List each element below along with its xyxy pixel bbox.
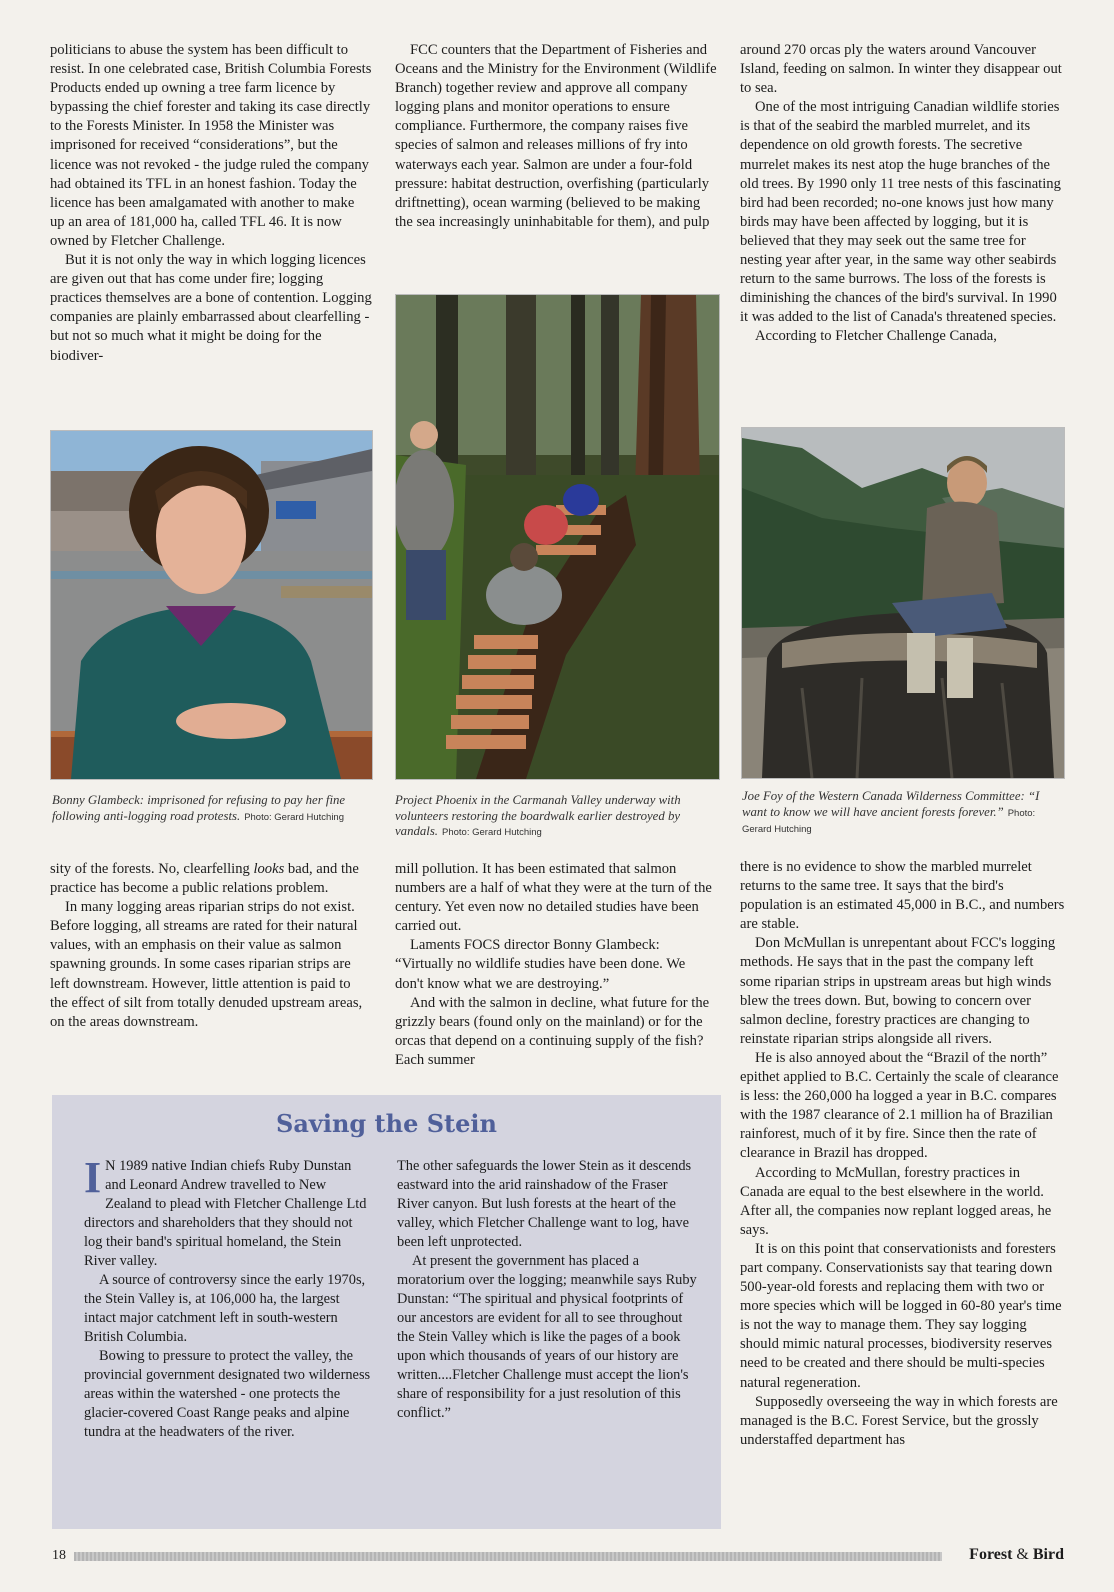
photo-credit: Photo: Gerard Hutching <box>742 807 1036 836</box>
column-3-top <box>740 41 1065 347</box>
paragraph: sity of the forests. No, clearfelling looks bad, and the practice has become a public relations problem. <box>50 861 359 897</box>
paragraph: It is on this point that conservationists and foresters part company. Conservationists say that tearing down 500-year-old forests and replacing them with two or more species which will be logged in 60-80 year's time is not the way to manage them. They say logging should mimic natural processes, biodiversity reserves need to be created and there should be multi-species natural regeneration. <box>740 1240 1062 1391</box>
column-3-bottom <box>740 858 1065 1450</box>
paragraph: The other safeguards the lower Stein as it descends eastward into the arid rainshadow of the Fraser River canyon. But lush forests at the heart of the valley, which Fletcher Challenge want to log, have been left unprotected. <box>397 1158 692 1250</box>
page-number: 18 <box>52 1548 66 1563</box>
sidebar-column-1 <box>84 1153 374 1442</box>
caption-photo-1: Bonny Glambeck: imprisoned for refusing to pay her fine following anti-logging road protests. Photo: Gerard Hutching <box>52 793 346 823</box>
column-1-bottom <box>50 860 372 1032</box>
paragraph: At present the government has placed a moratorium over the logging; meanwhile says Ruby Dunstan: “The spiritual and physical footprints of our ancestors are evident for all to see throughout the Stein Valley which is like the pages of a book upon which thousands of years of our history are written....Fletcher Challenge must accept the lion's share of responsibility for a just resolution of this conflict.” <box>397 1253 697 1421</box>
caption-photo-2: Project Phoenix in the Carmanah Valley underway with volunteers restoring the boardwalk earlier destroyed by vandals. Photo: Gerard Hutching <box>395 793 681 839</box>
paragraph: Don McMullan is unrepentant about FCC's logging methods. He says that in the past the company left some riparian strips in upstream areas but high winds blew the trees down. But, bowing to concern over salmon decline, forestry practices are changing to reinstate riparian strips alongside all rivers. <box>740 935 1056 1047</box>
paragraph: Laments FOCS director Bonny Glambeck: “Virtually no wildlife studies have been done. We don't know what we are destroying.” <box>395 937 686 992</box>
footer-rule <box>74 1552 942 1561</box>
sidebar-title: Saving the Stein <box>276 1109 497 1138</box>
paragraph: around 270 orcas ply the waters around Vancouver Island, feeding on salmon. In winter they disappear out to sea. <box>740 42 1062 97</box>
paragraph: According to McMullan, forestry practices in Canada are equal to the best elsewhere in the world. After all, the companies now replant logged areas, he says. <box>740 1164 1052 1238</box>
paragraph: FCC counters that the Department of Fisheries and Oceans and the Ministry for the Environment (Wildlife Branch) together review and approve all company logging plans and monitor operations to ensure compliance. Furthermore, the company raises five species of salmon and releases millions of fry into waterways each year. Salmon are under a four-fold pressure: habitat destruction, overfishing (particularly driftnetting), ocean warming (believed to be making the sea increasingly uninhabitable for them), and pulp <box>395 42 717 230</box>
photo-joe-foy <box>741 427 1065 779</box>
paragraph: But it is not only the way in which logging licences are given out that has come under fire; logging practices themselves are a bone of contention. Logging companies are plainly embarrassed about clearfelling - but not so much what it might be doing for the biodiver- <box>50 252 372 364</box>
paragraph: Supposedly overseeing the way in which forests are managed is the B.C. Forest Service, but the grossly understaffed department has <box>740 1393 1058 1448</box>
paragraph: A source of controversy since the early 1970s, the Stein Valley is, at 106,000 ha, the largest intact major catchment left in south-western British Columbia. <box>84 1272 366 1345</box>
column-1-top <box>50 41 372 366</box>
sidebar-column-2 <box>397 1157 697 1423</box>
paragraph: politicians to abuse the system has been difficult to resist. In one celebrated case, British Columbia Forests Products ended up owning a tree farm licence by bypassing the chief forester and taking its case directly to the Forests Minister. In 1958 the Minister was imprisoned for received “considerations”, but the licence was not revoked - the judge ruled the company had obtained its TFL in an honest fashion. Today the licence has been amalgamated with another to make up an area of 181,000 ha, called TFL 46. It is now owned by Fletcher Challenge. <box>50 42 372 249</box>
paragraph: And with the salmon in decline, what future for the grizzly bears (found only on the mainland) or for the orcas that depend on a continuing supply of the fish? Each summer <box>395 994 710 1068</box>
paragraph: Bowing to pressure to protect the valley, the provincial government designated two wilderness areas within the watershed - one protects the glacier-covered Coast Range peaks and alpine tundra at the headwaters of the river. <box>84 1348 371 1440</box>
paragraph: One of the most intriguing Canadian wildlife stories is that of the seabird the marbled murrelet, and its dependence on old growth forests. The secretive murrelet makes its nest atop the huge branches of the old trees. By 1990 only 11 tree nests of this fascinating bird had been recorded; no-one knows just how many birds may have been affected by logging, but it is believed that they may seek out the same tree for nesting year after year, in the same way other seabirds return to the same burrows. The loss of the forests is diminishing the chances of the bird's survival. In 1990 it was added to the list of Canada's threatened species. <box>740 99 1061 326</box>
paragraph: I N 1989 native Indian chiefs Ruby Dunstan and Leonard Andrew travelled to New Zealand to plead with Fletcher Challenge Ltd directors and shareholders that they should not log their band's spiritual homeland, the Stein River valley. <box>84 1153 367 1269</box>
magazine-name: Forest & Bird <box>969 1546 1064 1563</box>
column-2-top <box>395 41 717 232</box>
sidebar-box-saving-the-stein <box>52 1095 721 1529</box>
paragraph: According to Fletcher Challenge Canada, <box>755 328 997 345</box>
photo-joe-foy-image <box>742 428 1064 778</box>
paragraph: In many logging areas riparian strips do not exist. Before logging, all streams are rated for their natural values, with an emphasis on their value as salmon spawning grounds. In some cases riparian strips are left downstream. However, little attention is paid to the effect of silt from totally denuded upstream areas, on the areas downstream. <box>50 899 363 1030</box>
page-footer <box>52 1546 1064 1566</box>
caption-photo-3: Joe Foy of the Western Canada Wilderness Committee: “I want to know we will have ancient forests forever.” Photo: Gerard Hutching <box>742 789 1040 836</box>
photo-project-phoenix <box>395 294 720 780</box>
paragraph: He is also annoyed about the “Brazil of the north” epithet applied to B.C. Certainly the scale of clearance is less: the 260,000 ha logged a year in B.C. compares with the 1987 clearance of 2.1 million ha of Brazilian rainforest, much of it by fire. Since then the rate of clearance in Brazil has dropped. <box>740 1049 1059 1162</box>
photo-bonny-glambeck <box>50 430 373 780</box>
column-2-bottom <box>395 860 717 1070</box>
paragraph: there is no evidence to show the marbled murrelet returns to the same tree. It says that the bird's population is an estimated 45,000 in B.C., and numbers are stable. <box>740 859 1065 933</box>
paragraph: mill pollution. It has been estimated that salmon numbers are a half of what they were at the turn of the century. Yet even now no detailed studies have been carried out. <box>395 861 712 935</box>
photo-credit: Photo: Gerard Hutching <box>442 827 542 839</box>
drop-cap: I <box>84 1153 102 1202</box>
photo-credit: Photo: Gerard Hutching <box>244 811 344 823</box>
photo-bonny-glambeck-image <box>51 431 372 779</box>
photo-project-phoenix-image <box>396 295 719 779</box>
